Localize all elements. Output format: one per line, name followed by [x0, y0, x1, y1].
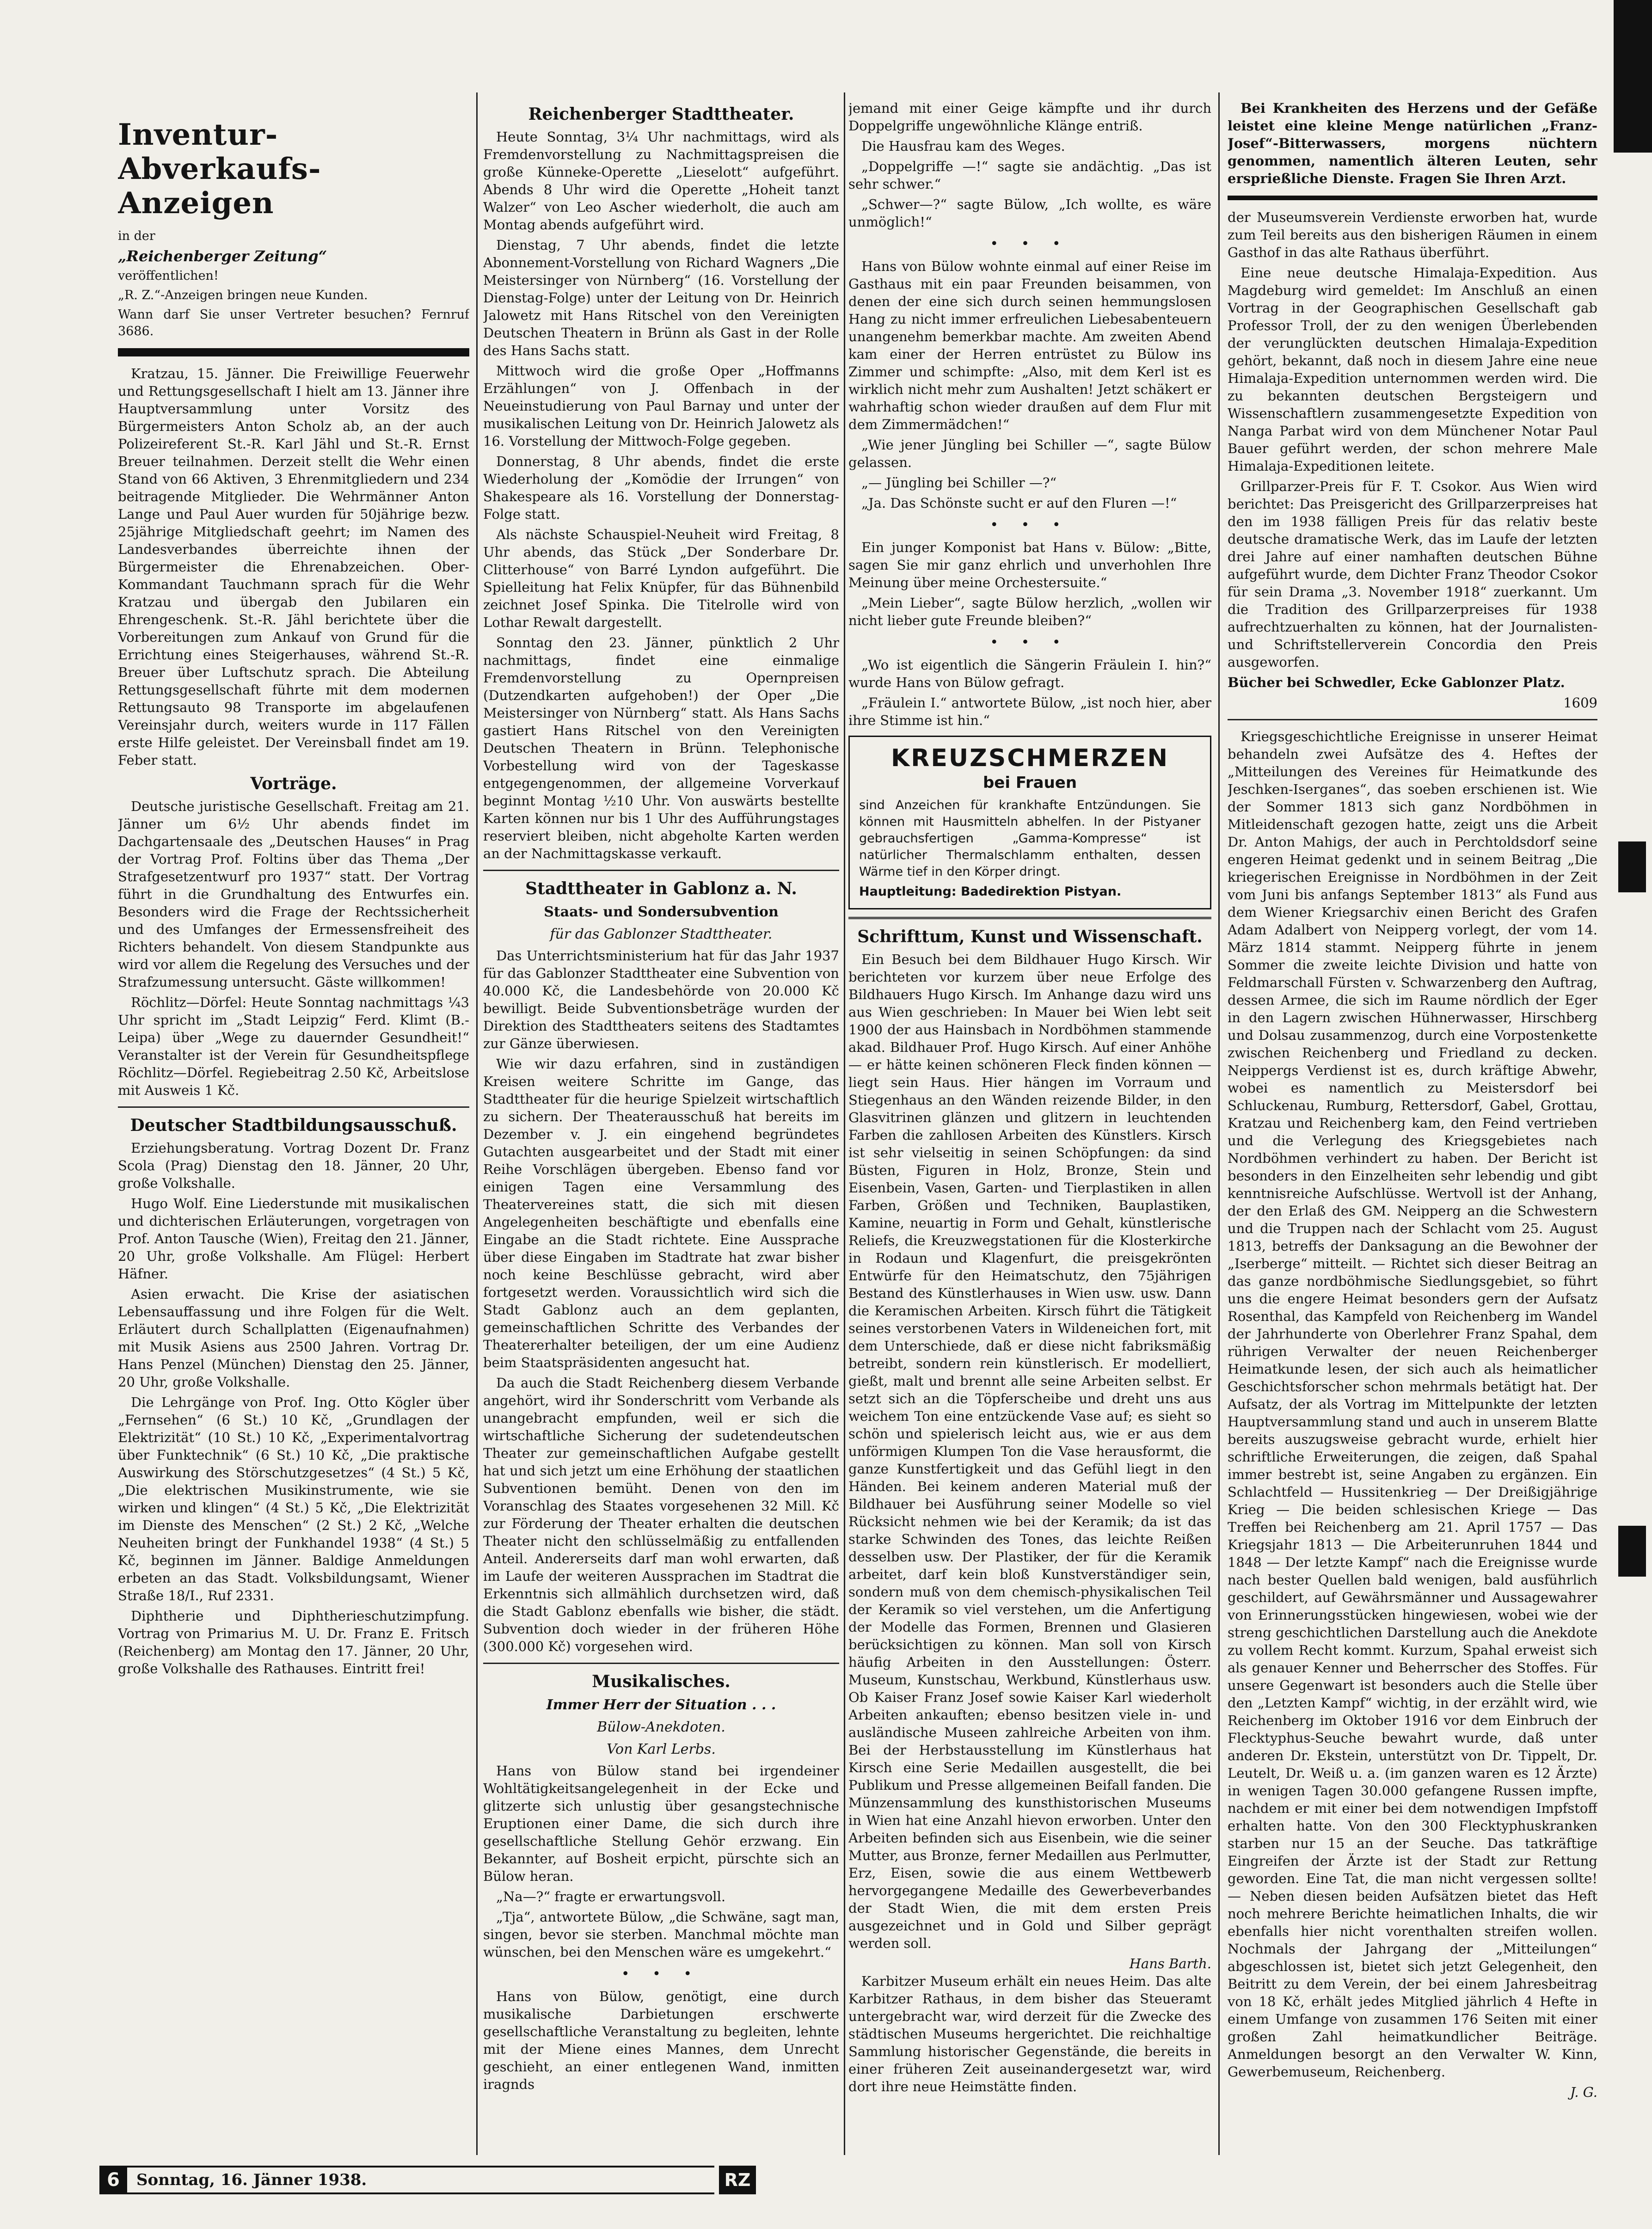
article-paragraph: Hans von Bülow, genötigt, eine durch musikalische Darbietungen erschwerte gesellschaftliche Veranstaltung zu begleiten, lehnte mit der Miene eines Mannes, dem Unrecht geschieht, an einer entlegenen Wand, inmitten iragnds [483, 1989, 839, 2092]
article-paragraph: „Wie jener Jüngling bei Schiller —“, sagte Bülow gelassen. [848, 437, 1211, 470]
article-paragraph: Mittwoch wird die große Oper „Hoffmanns Erzählungen“ von J. Offenbach in der Neueinstudierung von Paul Barnay und unter der musikalischen Leitung von Dr. Heinrich Jalowetz als 16. Vorstellung der Mittwoch-Folge gegeben. [483, 363, 839, 449]
ad-kreuzschmerzen [848, 736, 1211, 909]
ad-footer: Hauptleitung: Badedirektion Pistyan. [859, 884, 1122, 899]
inventory-publish: veröffentlichen! [118, 269, 219, 283]
notice-buecher: Bücher bei Schwedler, Ecke Gablonzer Platz. [1228, 675, 1565, 690]
notice-bitterwasser: Bei Krankheiten des Herzens und der Gefäße leistet eine kleine Menge natürlichen „Franz-Josef“-Bitterwassers, morgens nüchtern genommen, namentlich älteren Leuten, sehr ersprießliche Dienste. Fragen Sie Ihren Arzt. [1228, 100, 1597, 186]
section-heading-kunst: Schrifttum, Kunst und Wissenschaft. [857, 927, 1203, 946]
divider [118, 1106, 469, 1108]
article-paragraph: „— Jüngling bei Schiller —?“ [861, 475, 1057, 491]
notice-number: 1609 [1563, 695, 1597, 711]
ad-body: sind Anzeichen für krankhafte Entzündungen. Sie können mit Hausmitteln abhelfen. In der Pistyaner gebrauchsfertigen „Gamma-Kompresse“ ist natürlicher Thermalschlamm enthalten, dessen Wärme tief in den Körper dringt. [859, 798, 1201, 879]
article-grillparzer: Grillparzer-Preis für F. T. Csokor. Aus Wien wird berichtet: Das Preisgericht des Grillparzerpreises hat den im 1938 fälligen Preis für das relativ beste deutsche dramatische Werk, das im Laufe der letzten drei Jahre auf einer namhaften deutschen Bühne aufgeführt wurde, dem Dichter Franz Theodor Csokor für sein Drama „3. November 1918“ zuerkannt. Um die Tradition des Grillparzerpreises für 1938 aufrechtzuerhalten zu können, hat der Journalisten- und Schriftstellerverein Concordia den Preis ausgeworfen. [1228, 479, 1597, 670]
article-paragraph: Karbitzer Museum erhält ein neues Heim. Das alte Karbitzer Rathaus, in dem bisher das Steueramt untergebracht war, wird derzeit für die Zwecke des städtischen Museums hergerichtet. Die reichhaltige Sammlung historischer Gegenstände, die bereits in einer früheren Zeit auseinandergesetzt war, wird dort ihre neue Heimstätte finden. [848, 1973, 1211, 2094]
inventory-customers: „R. Z.“-Anzeigen bringen neue Kunden. [118, 288, 368, 302]
article-paragraph: „Schwer—?“ sagte Bülow, „Ich wollte, es wäre unmöglich!“ [848, 196, 1211, 230]
separator-dots: • • • [621, 1966, 701, 1982]
divider [1228, 196, 1597, 200]
article-paragraph: Röchlitz—Dörfel: Heute Sonntag nachmittags ¼3 Uhr spricht im „Stadt Leipzig“ Ferd. Klimt (B.-Leipa) über „Wege zu dauernder Gesundheit!“ Veranstalter ist der Verein für Gesundheitspflege Röchlitz—Dörfel. Regiebeitrag 2.50 Kč, Arbeitslose mit Ausweis 1 Kč. [118, 995, 469, 1098]
page-number: 6 [99, 2166, 127, 2194]
article-paragraph: „Doppelgriffe —!“ sagte sie andächtig. „Das ist sehr schwer.“ [848, 159, 1211, 192]
separator-dots: • • • [990, 236, 1070, 252]
article-paragraph: „Ja. Das Schönste sucht er auf den Fluren —!“ [861, 495, 1177, 511]
inventory-title: Inventur-Abverkaufs-Anzeigen [118, 117, 321, 221]
article-paragraph: „Na—?“ fragte er erwartungsvoll. [496, 1889, 726, 1904]
article-paragraph: Ein Besuch bei dem Bildhauer Hugo Kirsch. Wir berichteten vor kurzem über neue Erfolge des Bildhauers Hugo Kirsch. Im Anhange dazu wird uns aus Wien geschrieben: In Mauer bei Wien lebt seit 1900 der aus Hainsbach in Nordböhmen stammende akad. Bildhauer Prof. Hugo Kirsch. Auf einer Anhöhe — er hätte keinen schöneren Fleck finden können — liegt sein Haus. Hier hängen im Vorraum und Stiegenhaus an den Wänden reizende Bilder, in den Glasvitrinen glänzen und glitzern in leuchtenden Farben die zahllosen Arbeiten des Künstlers. Kirsch ist sehr vielseitig in seinen Schöpfungen: da sind Büsten, Figuren in Holz, Bronze, Stein und Eisenbein, Vasen, Garten- und Tierplastiken in allen Farben, Größen und Techniken, Bauplastiken, Kamine, neuartig in Form und Gehalt, künstlerische Reliefs, die Kreuzwegstationen für die Klosterkirche in Rodaun und Klagenfurt, die preisgekrönten Entwürfe für den Heimatschutz, den 75jährigen Bestand des Künstlerhauses in Wien usw. usw. Dann die Keramischen Arbeiten. Kirsch führt die Tätigkeit seines verstorbenen Vaters in Wildeneichen fort, mit dem Unterschiede, daß er diese nicht fabriksmäßig betreibt, sondern rein künstlerisch. Er modelliert, gießt, malt und brennt alle seine Arbeiten selbst. Er setzt sich an die Töpferscheibe und dreht uns aus weichem Ton eine entzückende Vase auf; es sieht so schön und spielerisch leicht aus, wie er aus dem unförmigen Klumpen Ton die Vase herausformt, die ganze Kunstfertigkeit und das Gefühl liegt in den Händen. Bei keinem anderen Material muß der Bildhauer bei Ausführung seiner Modelle so viel Rücksicht nehmen wie bei der Keramik; da ist das starke Schwinden des Tones, das leichte Reißen desselben usw. Der Plastiker, der für die Keramik arbeitet, darf kein bloß Kunstverständiger sein, sondern muß von dem chemisch-physikalischen Teil der Keramik so viel verstehen, um die Anfertigung der Modelle das Formen, Brennen und Glasieren berücksichtigen zu können. Man soll von Kirsch häufig Arbeiten in den Ausstellungen: Österr. Museum, Kunstschau, Werkbund, Künstlerhaus usw. Ob Kaiser Franz Josef sowie Kaiser Karl wiederholt Arbeiten ankauften; ebenso besitzen viele in- und ausländische Museen zahlreiche Arbeiten von ihm. Bei der Herbstausstellung im Künstlerhaus hat Kirsch eine Serie Medaillen ausgestellt, die bei Publikum und Presse allgemeinen Beifall fanden. Die Münzensammlung des kunsthistorischen Museums in Wien hat eine Anzahl hievon erworben. Unter den Arbeiten befinden sich aus Eisenbein, wie die seiner Mutter, aus Bronze, ferner Medaillen aus Perlmutter, Erz, Eisen, sowie die aus einem Wettbewerb hervorgegangene Medaille des Gewerbeverbandes der Stadt Wien, die mit dem ersten Preis ausgezeichnet und in Gold und Silber geprägt werden soll. [848, 952, 1211, 1951]
byline: Von Karl Lerbs. [607, 1741, 716, 1757]
column-2 [483, 99, 839, 2141]
signature: Hans Barth. [1129, 1956, 1211, 1971]
separator-dots: • • • [990, 634, 1070, 651]
column-4 [1228, 99, 1597, 2141]
divider [483, 1663, 839, 1664]
ad-title: KREUZSCHMERZEN [891, 744, 1169, 772]
article-paragraph: Wie wir dazu erfahren, sind in zuständigen Kreisen weitere Schritte im Gange, das Stadttheater für die heurige Spielzeit wirtschaftlich zu sichern. Der Theaterausschuß hat bereits im Dezember v. J. ein eingehend begründetes Gutachten ausgearbeitet und der Stadt mit einer Reihe Vorschlägen übergeben. Ebenso fand vor einigen Tagen eine Versammlung des Theatervereines statt, die sich mit diesen Angelegenheiten beschäftigte und ebenfalls eine Eingabe an die Stadt richtete. Eine Aussprache über diese Eingaben im Stadtrate hat zwar bisher noch keine Beschlüsse gebracht, wird aber fortgesetzt werden. Voraussichtlich wird sich die Stadt Gablonz auch an dem geplanten, gemeinschaftlichen Schritte des Verbandes der Theatererhalter beteiligen, der um eine Audienz beim Staatspräsidenten angesucht hat. [483, 1056, 839, 1370]
article-paragraph: Donnerstag, 8 Uhr abends, findet die erste Wiederholung der „Komödie der Irrungen“ von Shakespeare als 16. Vorstellung der Donnerstag-Folge statt. [483, 454, 839, 522]
section-heading-bildung: Deutscher Stadtbildungsausschuß. [130, 1116, 457, 1135]
subheading: Staats- und Sondersubvention [544, 904, 779, 920]
separator-dots: • • • [990, 517, 1070, 533]
inventory-call: Wann darf Sie unser Vertreter besuchen? Fernruf 3686. [118, 307, 469, 338]
article-paragraph: Erziehungsberatung. Vortrag Dozent Dr. Franz Scola (Prag) Dienstag den 18. Jänner, 20 Uhr, große Volkshalle. [118, 1140, 469, 1191]
section-heading-vortraege: Vorträge. [250, 774, 337, 793]
column-1 [118, 99, 469, 2141]
article-paragraph: Hugo Wolf. Eine Liederstunde mit musikalischen und dichterischen Erläuterungen, vorgetragen von Prof. Anton Tausche (Wien), Freitag den 21. Jänner, 20 Uhr, große Volkshalle. Am Flügel: Herbert Häfner. [118, 1196, 469, 1282]
article-paragraph: Heute Sonntag, 3¼ Uhr nachmittags, wird als Fremdenvorstellung zu Nachmittagspreisen die große Künneke-Operette „Lieselott“ aufgeführt. Abends 8 Uhr wird die Operette „Hoheit tanzt Walzer“ von Leo Ascher wiederholt, die auch am Montag abends aufgeführt wird. [483, 129, 839, 233]
article-paragraph: „Mein Lieber“, sagte Bülow herzlich, „wollen wir nicht lieber gute Freunde bleiben?“ [848, 595, 1211, 628]
ad-subtitle: bei Frauen [983, 774, 1077, 792]
article-himalaja: Eine neue deutsche Himalaja-Expedition. Aus Magdeburg wird gemeldet: Im Anschluß an einen Vortrag in der Geographischen Gesellschaft gab Professor Troll, der zu den wenigen Überlebenden der verunglückten deutschen Himalaja-Expedition gehört, bekannt, daß noch in diesem Jahre eine neue Himalaja-Expedition unternommen werden wird. Die zu bekannten deutschen Bergsteigern und Wissenschaftlern zusammengesetzte Expedition von Nanga Parbat wird von dem Münchener Notar Paul Bauer geführt werden, der schon mehrere Male Himalaja-Expeditionen leitete. [1228, 265, 1597, 474]
column-rule [476, 92, 478, 2155]
article-paragraph: Sonntag den 23. Jänner, pünktlich 2 Uhr nachmittags, findet eine einmalige Fremdenvorstellung zu Opernpreisen (Dutzendkarten aufgehoben!) der Oper „Die Meistersinger von Nürnberg“ statt. Als Hans Sachs gastiert Hans Ritschel von den Vereinigten Deutschen Theatern in Brünn. Telephonische Vorbestellung wird von der Tageskasse entgegengenommen, der allgemeine Vorverkauf beginnt Montag ½10 Uhr. Von auswärts bestellte Karten können nur bis 1 Uhr des Aufführungstages reserviert bleiben, nicht abgeholte Karten werden an der Nachmittagskasse verkauft. [483, 635, 839, 861]
article-paragraph: Dienstag, 7 Uhr abends, findet die letzte Abonnement-Vorstellung von Richard Wagners „Die Meistersinger von Nürnberg“ (16. Vorstellung der Dienstag-Folge) unter der Leitung von Dr. Heinrich Jalowetz mit Hans Ritschel von den Vereinigten Deutschen Theatern in Brünn als Gast in der Rolle des Hans Sachs statt. [483, 237, 839, 358]
article-paragraph: Deutsche juristische Gesellschaft. Freitag am 21. Jänner um 6½ Uhr abends findet im Dachgartensaale des „Deutschen Hauses“ in Prag der Vortrag Prof. Foltins über das Thema „Der Strafgesetzentwurf pro 1937“ statt. Der Vortrag führt in die Grundhaltung des Entwurfes ein. Besonders wird die Frage der Rechtssicherheit und des Umfanges der Ermessensfreiheit des Richters behandelt. Von diesem Standpunkte aus wird vor allem die Regelung des Versuches und der Strafzumessung untersucht. Gäste willkommen! [118, 798, 469, 990]
article-paragraph: Asien erwacht. Die Krise der asiatischen Lebensauffassung und ihre Folgen für die Welt. Erläutert durch Schallplatten (Eigenaufnahmen) mit Musik Asiens aus 2500 Jahren. Vortrag Dr. Hans Penzel (München) Dienstag den 25. Jänner, 20 Uhr, große Volkshalle. [118, 1286, 469, 1390]
subheading: Immer Herr der Situation . . . [546, 1697, 776, 1713]
article-paragraph: „Fräulein I.“ antwortete Bülow, „ist noch hier, aber ihre Stimme ist hin.“ [848, 695, 1211, 728]
inventory-paper: „Reichenberger Zeitung“ [118, 247, 327, 265]
article-paragraph: der Museumsverein Verdienste erworben hat, wurde zum Teil bereits aus den bisherigen Räumen in einem Gasthof in das alte Rathaus überführt. [1228, 209, 1597, 260]
section-heading-gablonz: Stadttheater in Gablonz a. N. [525, 879, 797, 898]
divider [1228, 719, 1597, 720]
newspaper-logo: RZ [719, 2166, 756, 2194]
scan-edge-mark [1618, 841, 1646, 892]
article-paragraph: Hans von Bülow stand bei irgendeiner Wohltätigkeitsangelegenheit in der Ecke und glitzerte sich unlustig über gesangstechnische Eruptionen einer Dame, die sich durch ihre gesellschaftliche Stellung Gehör erzwang. Ein Bekannter, auf Bosheit erpicht, pürschte sich an Bülow heran. [483, 1763, 839, 1884]
scan-edge-mark [1618, 1526, 1646, 1577]
article-paragraph: „Wo ist eigentlich die Sängerin Fräulein I. hin?“ wurde Hans von Bülow gefragt. [848, 657, 1211, 690]
page-footer [99, 2164, 756, 2196]
article-paragraph: Die Hausfrau kam des Weges. [861, 138, 1065, 154]
article-paragraph: Die Lehrgänge von Prof. Ing. Otto Kögler über „Fernsehen“ (6 St.) 10 Kč, „Grundlagen der Elektrizität“ (10 St.) 10 Kč, „Experimentalvortrag über Funktechnik“ (6 St.) 10 Kč, „Die praktische Auswirkung des Störschutzgesetzes“ (4 St.) 5 Kč, „Die elektrischen Musikinstrumente, wie sie wirken und klingen“ (4 St.) 5 Kč, „Die Elektrizität im Dienste des Menschen“ (2 St.) 2 Kč, „Welche Neuheiten bringt der Funkhandel 1938“ (4 St.) 5 Kč, beginnen im Jänner. Baldige Anmeldungen erbeten an das Stadt. Volksbildungsamt, Wiener Straße 18/I., Ruf 2331. [118, 1394, 469, 1603]
subheading: Bülow-Anekdoten. [597, 1719, 725, 1735]
article-paragraph: Diphtherie und Diphtherieschutzimpfung. Vortrag von Primarius M. U. Dr. Franz E. Fritsch (Reichenberg) am Montag den 17. Jänner, 20 Uhr, große Volkshalle des Rathauses. Eintritt frei! [118, 1608, 469, 1676]
article-paragraph: Als nächste Schauspiel-Neuheit wird Freitag, 8 Uhr abends, das Stück „Der Sonderbare Dr. Clitterhouse“ von Barré Lyndon aufgeführt. Die Spielleitung hat Felix Knüpfer, für das Bühnenbild zeichnet Josef Spinka. Die Titelrolle wird von Lothar Rewalt dargestellt. [483, 527, 839, 630]
dateline: Sonntag, 16. Jänner 1938. [127, 2166, 714, 2194]
article-paragraph: jemand mit einer Geige kämpfte und ihr durch Doppelgriffe ungewöhnliche Klänge entriß. [848, 100, 1211, 134]
subheading: für das Gablonzer Stadttheater. [550, 926, 773, 942]
section-heading-musik: Musikalisches. [592, 1672, 731, 1691]
article-paragraph: „Tja“, antwortete Bülow, „die Schwäne, sagt man, singen, bevor sie sterben. Manchmal möchte man wünschen, bei den Menschen wäre es umgekehrt.“ [483, 1909, 839, 1960]
article-kratzau: Kratzau, 15. Jänner. Die Freiwillige Feuerwehr und Rettungsgesellschaft I hielt am 13. Jänner ihre Hauptversammlung unter Vorsitz des Bürgermeisters Anton Scholz ab, an der auch Polizeireferent St.-R. Karl Jähl und St.-R. Ernst Breuer teilnahmen. Derzeit stellt die Wehr einen Stand von 66 Aktiven, 3 Ehrenmitgliedern und 234 beitragende Mitglieder. Die Wehrmänner Anton Lange und Paul Auer wurden für 50jährige bezw. 25jährige Mitgliedschaft geehrt; im Namen des Landesverbandes überreichte ihnen der Bürgermeister die Ehrenabzeichen. Ober-Kommandant Tauchmann sprach für die Wehr Kratzau und übergab den Jubilaren ein Ehrengeschenk. St.-R. Jähl berichtete über die Vorbereitungen zum Ankauf von Grund für die Errichtung eines Steigerhauses, während St.-R. Breuer über Luftschutz sprach. Die Abteilung Rettungsgesellschaft führte mit dem modernen Rettungsauto 98 Transporte im abgelaufenen Vereinsjahr durch, weiters wurde in 117 Fällen erste Hilfe geleistet. Der Vereinsball findet am 19. Feber statt. [118, 366, 469, 768]
divider [848, 917, 1211, 919]
article-krieg: Kriegsgeschichtliche Ereignisse in unserer Heimat behandeln zwei Aufsätze des 4. Heftes der „Mitteilungen des Vereines für Heimatkunde des Jeschken-Iserganes“, das soeben erschienen ist. Wie der Sommer 1813 sich ganz Nordböhmen in Mitleidenschaft gezogen hatte, zeigt uns die Arbeit Dr. Anton Mahigs, der auch in Perchtoldsdorf seine engeren Heimat gedenkt und in seinem Beitrag „Die kriegerischen Ereignisse in Nordböhmen in der Zeit vom Juni bis anfangs September 1813“ als Fund aus dem Wiener Kriegsarchiv einen Bericht des Grafen Adam Adalbert von Neipperg vorlegt, der vom 14. März 1814 stammt. Neipperg führte in jenem Sommer die zweite leichte Division und hatte von Feldmarschall Fürsten v. Schwarzenberg den Auftrag, dessen Armee, die sich im Raume nördlich der Eger in den Lagern zwischen Hühnerwasser, Hirschberg und Dolsau zusammenzog, durch eine Vorpostenkette zwischen Reichenberg und Friedland zu decken. Neippergs Verdienst ist es, durch kräftige Abwehr, wobei es namentlich zu Meistersdorf bei Schluckenau, Rumburg, Rettersdorf, Gabel, Grottau, Kratzau und Reichenberg kam, den Feind vertrieben und die Verlegung des Kriegsgebietes nach Nordböhmen verhindert zu haben. Der Bericht ist besonders in den Einzelheiten sehr lebendig und gibt kenntnisreiche Aufschlüsse. Wertvoll ist der Anhang, der den Erlaß des GM. Neipperg an die Schwestern und die Truppen nach der Schlacht vom 25. August 1813, betreffs der Danksagung an die Bewohner der „Iserberge“ mitteilt. — Richtet sich dieser Beitrag an das ganze nordböhmische Siedlungsgebiet, so führt uns die engere Heimat besonders gern der Aufsatz Rosenthal, das Kampfeld von Reichenberg im Wandel der Jahrhunderte von Oberlehrer Franz Spahal, dem rührigen Verwalter der neuen Reichenberger Heimatkunde lesen, der sich auch als heimatlicher Geschichtsforscher schon mehrmals betätigt hat. Der Aufsatz, der als Vortrag im Mittelpunkte der letzten Hauptversammlung stand und auch in unserem Blatte bereits auszugsweise gebracht wurde, erhielt hier schriftliche Erweiterungen, die zeigen, daß Spahal immer bestrebt ist, seine Angaben zu ergänzen. Ein Schlachtfeld — Hussitenkrieg — Der Dreißigjährige Krieg — Die beiden schlesischen Kriege — Das Treffen bei Reichenberg am 21. April 1757 — Das Kriegsjahr 1813 — Die Arbeiterunruhen 1844 und 1848 — Der letzte Kampf“ nach die Ereignisse wurde nach bester Quellen bald wenigen, bald ausführlich geschildert, auf Gewährsmänner und Aussagewahrer von Erinnerungsstücken hingewiesen, wobei wie der streng geschichtlichen Darstellung auch die Anekdote zu vollem Recht kommt. Kurzum, Spahal erweist sich als genauer Kenner und Beherrscher des Stoffes. Für unsere Gegenwart ist besonders auch die Stelle über den „Letzten Kampf“ wichtig, in der erzählt wird, wie Reichenberg im Oktober 1916 vor dem Einbruch der Flecktyphus-Seuche bewahrt wurde, daß unter anderen Dr. Ekstein, unterstützt von Dr. Tippelt, Dr. Leutelt, Dr. Weiß u. a. (im ganzen waren es 12 Ärzte) in wenigen Tagen 30.000 gefangene Russen impfte, nachdem er mit einer bei dem notwendigen Impfstoff erhalten hatte. Von den 300 Flecktyphuskranken starben nur 15 an der Seuche. Das tatkräftige Eingreifen der Ärzte ist der Stadt zur Rettung geworden. Eine Tat, die man nicht vergessen sollte! — Neben diesen beiden Aufsätzen bietet das Heft noch mehrere Berichte heimatlichen Inhalts, die wir ebenfalls hier nicht vorenthalten streifen wollen. Nochmals der Jahrgang der „Mitteilungen“ abgeschlossen ist, bietet sich jetzt Gelegenheit, den Beitritt zu dem Verein, der bei einem Jahresbeitrag von 18 Kč, erhält jedes Mitglied jährlich 4 Hefte in einem Umfange von zusammen 176 Seiten mit einer großen Zahl heimatkundlicher Beiträge. Anmeldungen besorgt an den Verwalter W. Kinn, Gewerbemuseum, Reichenberg. [1228, 729, 1597, 2080]
divider [118, 348, 469, 356]
divider [483, 870, 839, 871]
article-paragraph: Da auch die Stadt Reichenberg diesem Verbande angehört, wird ihr Sonderschritt vom Verbande als unangebracht empfunden, weil er sich die wirtschaftliche Sicherung der sudetendeutschen Theater zur gemeinschaftlichen Aufgabe gestellt hat und sich jetzt um eine Erhöhung der staatlichen Subventionen bemüht. Denen von den im Voranschlag des Staates vorgesehenen 32 Mill. Kč zur Förderung der Theater erhalten die deutschen Theater nicht den schlüsselmäßig zu entfallenden Anteil. Andererseits darf man wohl erwarten, daß im Laufe der weiteren Aussprachen im Stadtrat die Erkenntnis sich allmählich durchsetzen wird, daß die Stadt Gablonz ebenfalls wie bisher, die städt. Subvention doch wieder in der früheren Höhe (300.000 Kč) vorgesehen wird. [483, 1375, 839, 1654]
column-3 [848, 99, 1211, 2141]
section-heading-theater: Reichenberger Stadttheater. [528, 104, 794, 124]
inventory-ad [118, 118, 469, 340]
article-paragraph: Ein junger Komponist bat Hans v. Bülow: „Bitte, sagen Sie mir ganz ehrlich und unverhohlen Ihre Meinung über meine Orchestersuite.“ [848, 540, 1211, 590]
column-rule [1218, 92, 1220, 2155]
article-paragraph: Hans von Bülow wohnte einmal auf einer Reise im Gasthaus mit ein paar Freunden beisammen, von denen der eine sich durch seinen hemmungslosen Hang zu nicht immer erfreulichen Liebesabenteuern unangenehm bemerkbar machte. Am zweiten Abend kam einer der Herren entrüstet zu Bülow ins Zimmer und schimpfte: „Also, mit dem Kerl ist es wirklich nicht mehr zum Aushalten! Jetzt schäkert er wahrhaftig schon wieder draußen auf dem Flur mit dem Zimmermädchen!“ [848, 258, 1211, 432]
signature: J. G. [1570, 2084, 1597, 2100]
column-rule [844, 92, 845, 2155]
inventory-in: in der [118, 229, 155, 243]
scan-edge-mark [1614, 0, 1652, 153]
article-paragraph: Das Unterrichtsministerium hat für das Jahr 1937 für das Gablonzer Stadttheater eine Subvention von 40.000 Kč, die Landesbehörde von 20.000 Kč bewilligt. Beide Subventionsbeträge wurden der Direktion des Stadttheaters seitens des Stadtamtes zur Gänze überwiesen. [483, 948, 839, 1051]
